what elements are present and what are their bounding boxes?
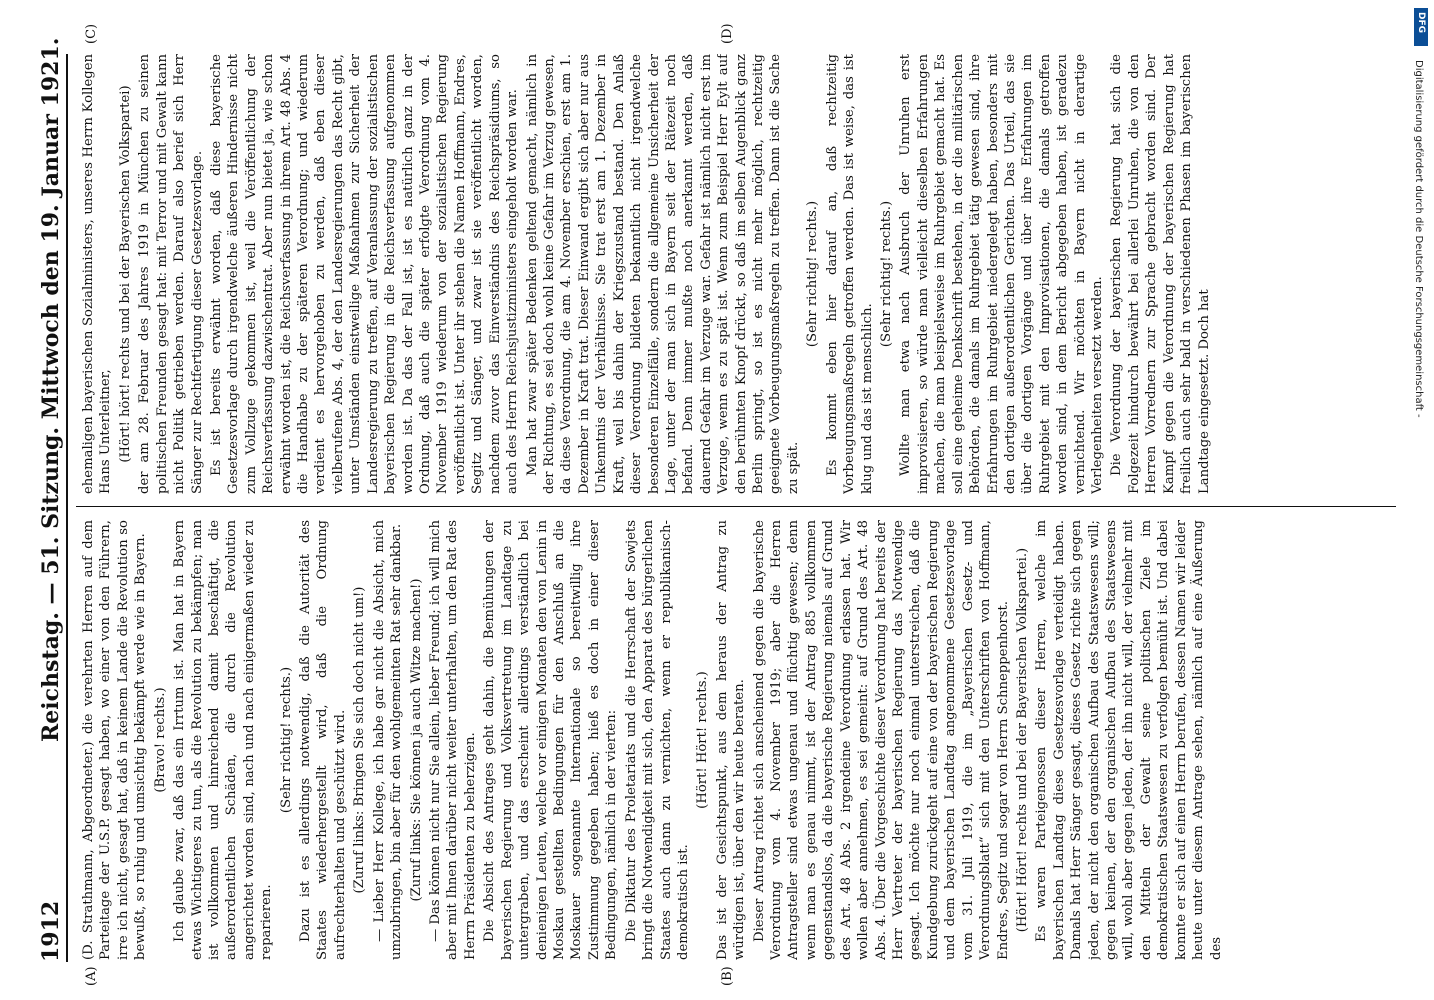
paragraph: Es waren Parteigenossen dieser Herren, welche im bayerischen Landtag diese Gesetzesvorlage verteidigt haben. Damals hat Herr Sänger gesagt, dieses Gesetz richte sich gegen jeden, der nicht den organischen Aufbau des Staatswesens will; gegen keinen, der den organischen Aufbau des Staatswesens will, wohl aber gegen jeden, der ihn nicht will, der vielmehr mit den Mitteln der Gewalt seine politischen Ziele im demokratischen Staatswesen zu verfolgen bemüht ist. Und dabei konnte er sich auf einen Herrn berufen, dessen Namen wir leider heute unter diesem Antrage sehen, nämlich auf eine Äußerung des: [1034, 520, 1224, 960]
running-head-title: Reichstag. — 51. Sitzung. Mittwoch den 19. Januar 1921.: [38, 37, 64, 742]
interjection: (Bravo! rechts.): [152, 687, 168, 793]
interjection: (Zuruf links: Sie können ja auch Witze machen!): [408, 578, 424, 902]
digitization-credit: [1410, 60, 1430, 940]
paragraph: Die Diktatur des Proletariats und die Herrschaft der Sowjets bringt die Notwendigkeit mit sich, den Apparat des bürgerlichen Staates auch dann zu vernichten, wenn er republikanisch-demokratisch ist.: [623, 520, 691, 960]
paragraph: Es ist bereits erwähnt worden, daß diese bayerische Gesetzesvorlage durch irgendwelche äußeren Hindernisse nicht zum Vollzuge gekommen ist, weil die Veröffentlichung der Reichsverfassung dazwischentrat. Aber nun bietet ja, wie schon erwähnt worden ist, die Reichsverfassung in ihrem Art. 48 Abs. 4 die Handhabe zu der späteren Verordnung; und wiederum verdient es hervorgehoben zu werden, daß eben dieser vielberufene Abs. 4, der den Landesregierungen das Recht gibt, unter Umständen einstweilige Maßnahmen zur Sicherheit der Landesregierung zu treffen, auf Veranlassung der sozialistischen bayerischen Regierung in die Reichsverfassung aufgenommen worden ist. Da das der Fall ist, ist es natürlich ganz in der Ordnung, daß auch die später erfolgte Verordnung vom 4. November 1919 wiederum von der sozialistischen Regierung veröffentlicht ist. Unter ihr stehen die Namen Hoffmann, Endres, Segitz und Sänger, und zwar ist sie veröffentlicht worden, nachdem zuvor das Einverständnis des Reichspräsidiums, so auch des Herrn Reichsjustizministers eingeholt worden war.: [208, 54, 521, 494]
paragraph: Wollte man etwa nach Ausbruch der Unruhen erst improvisieren, so würde man vielleicht dieselben Erfahrungen machen, die man beispielsweise im Ruhrgebiet gemacht hat. Es soll eine geheime Denkschrift bestehen, in der die militärischen Behörden, die damals im Ruhrgebiet tätig gewesen sind, ihre Erfahrungen im Ruhrgebiet niedergelegt haben, besonders mit den dortigen außerordentlichen Gerichten. Das Urteil, das sie über die dortigen Vorgänge und über ihre Erfahrungen im Ruhrgebiet mit den Improvisationen, die damals getroffen worden sind, in dem Bericht abgegeben haben, ist geradezu vernichtend. Wir möchten in Bayern nicht in derartige Verlegenheiten versetzt werden.: [898, 54, 1106, 494]
margin-mark-b: (B): [720, 966, 735, 986]
dfg-logo: [1414, 8, 1428, 46]
column-rule: [76, 506, 1396, 507]
margin-mark-c: (C): [84, 23, 99, 44]
interjection: (Hört! Hört! rechts und bei der Bayerischen Volkspartei.): [1014, 547, 1030, 933]
paragraph: der am 28. Februar des Jahres 1919 in München zu seinen politischen Freunden gesagt hat: mit Terror und mit Gewalt kann nicht Politik getrieben werden. Darauf also berief sich Herr Sänger zur Rechtfertigung dieser Gesetzesvorlage.: [137, 54, 205, 494]
interjection: (Zuruf links: Bringen Sie sich doch nicht um!): [352, 586, 368, 894]
paragraph: Die Absicht des Antrages geht dahin, die Bemühungen der bayerischen Regierung und Volksvertretung im Landtage zu untergraben, und das erscheint allerdings verständlich bei denienigen Leuten, welche vor einigen Monaten den von Lenin in Moskau gestellten Bedingungen für den Anschluß an die Moskauer sogenannte Internationale so bereitwillig ihre Zustimmung gegeben haben; hieß es doch in einer dieser Bedingungen, nämlich in der vierten:: [482, 520, 620, 960]
margin-mark-d: (D): [720, 23, 735, 44]
paragraph: — Lieber Herr Kollege, ich habe gar nicht die Absicht, mich umzubringen, bin aber für den wohlgemeinten Rat sehr dankbar.: [371, 520, 405, 960]
left-column: [80, 520, 1400, 960]
paragraph: (D. Strathmann, Abgeordneter.) die verehrten Herren auf dem Parteitage der U.S.P. gesagt haben, wo einer von den Führern, irre ich nicht, gesagt hat, daß in keinem Lande die Revolution so bewußt, so ruhig und umsichtig bekämpft werde wie in Bayern.: [81, 520, 149, 960]
paragraph: Dieser Antrag richtet sich anscheinend gegen die bayerische Verordnung vom 4. November 1919; aber die Herren Antragsteller sind etwas ungenau und flüchtig gewesen; denn wenn man es genau nimmt, ist der Antrag 885 vollkommen gegenstandslos, da die bayerische Regierung niemals auf Grund des Art. 48 Abs. 2 irgendeine Verordnung erlassen hat. Wir wollen aber annehmen, es sei gemeint: auf Grund des Art. 48 Abs. 4. Über die Vorgeschichte dieser Verordnung hat bereits der Herr Vertreter der bayerischen Regierung das Notwendige gesagt. Ich möchte nur noch einmal unterstreichen, daß die Kundgebung zurückgeht auf eine von der bayerischen Regierung und dem bayerischen Landtag angenommene Gesetzesvorlage vom 31. Juli 1919, die im „Bayerischen Gesetz- und Verordnungsblatt“ sich mit den Unterschriften von Hoffmann, Endres, Segitz und sogar von Herrn Schneppenhorst.: [751, 520, 1011, 960]
interjection: (Sehr richtig! rechts.): [805, 200, 821, 348]
dfg-logo-text: DFG: [1416, 12, 1426, 34]
paragraph: ehemaligen bayerischen Sozialministers, unseres Herrn Kollegen Hans Unterleitner,: [81, 54, 114, 494]
right-column: [80, 54, 1400, 494]
running-head: [34, 37, 74, 962]
paragraph: Das ist der Gesichtspunkt, aus dem heraus der Antrag zu würdigen ist, über den wir heute beraten.: [714, 520, 748, 960]
page-number: 1912: [38, 900, 64, 962]
paragraph: Die Verordnung der bayerischen Regierung hat sich die Folgezeit hindurch bewährt bei allerlei Unruhen, die von den Herren Vorrednern zur Sprache gebracht worden sind. Der Kampf gegen die Verordnung der bayerischen Regierung hat freilich auch sehr bald in verschiedenen Phasen im bayerischen Landtage eingesetzt. Doch hat: [1109, 54, 1212, 494]
paragraph: — Das können nicht nur Sie allein, lieber Freund; ich will mich aber mit Ihnen darüber nicht weiter unterhalten, um den Rat des Herrn Präsidenten zu beherzigen.: [428, 520, 478, 960]
paragraph: Dazu ist es allerdings notwendig, daß die Autorität des Staates wiederhergestellt wird, daß die Ordnung aufrechterhalten und geschützt wird.: [298, 520, 348, 960]
interjection: (Hört! hört! rechts und bei der Bayerischen Volkspartei): [117, 85, 133, 463]
interjection: (Hört! Hört! rechts.): [695, 671, 711, 809]
interjection: (Sehr richtig! rechts.): [278, 666, 294, 814]
margin-mark-a: (A): [84, 966, 99, 986]
paragraph: Man hat zwar später Bedenken geltend gemacht, nämlich in der Richtung, es sei doch wohl keine Gefahr im Verzug gewesen, da diese Verordnung, die am 4. November erschien, erst am 1. Dezember in Kraft trat. Dieser Einwand ergibt sich aber nur aus Unkenntnis der Verhältnisse. Sie trat erst am 1. Dezember in Kraft, weil bis dahin der Kriegszustand bestand. Den Anlaß dieser Verordnung bildeten bekanntlich nicht irgendwelche besonderen Einzelfälle, sondern die allgemeine Unsicherheit der Lage, unter der man sich in Bayern seit der Rätezeit noch befand. Denn immer mußte noch anerkannt werden, daß dauernd Gefahr im Verzuge war. Gefahr ist nämlich nicht erst im Verzuge, wenn es zu spät ist. Wenn zum Beispiel Herr Eylt auf den berühmten Knopf drückt, so daß im selben Augenblick ganz Berlin springt, so ist es nicht mehr möglich, rechtzeitig geeignete Vorbeugungsmaßregeln zu treffen. Dann ist die Sache zu spät.: [524, 54, 801, 494]
digitization-credit-text: Digitalisierung gefördert durch die Deutsche Forschungsgemeinschaft -: [1413, 60, 1424, 418]
header-rule: [66, 54, 68, 962]
interjection: (Sehr richtig! rechts.): [878, 200, 894, 348]
paragraph: Ich glaube zwar, daß das ein Irrtum ist. Man hat in Bayern etwas Wichtigeres zu tun, als die Revolution zu bekämpfen; man ist vollkommen und hinreichend damit beschäftigt, die außerordentlichen Schäden, die durch die Revolution angerichtet worden sind, nach und nach einigermaßen wieder zu reparieren.: [172, 520, 275, 960]
paragraph: Es kommt eben hier darauf an, daß rechtzeitig Vorbeugungsmaßregeln getroffen werden. Das ist weise, das ist klug und das ist menschlich.: [824, 54, 875, 494]
